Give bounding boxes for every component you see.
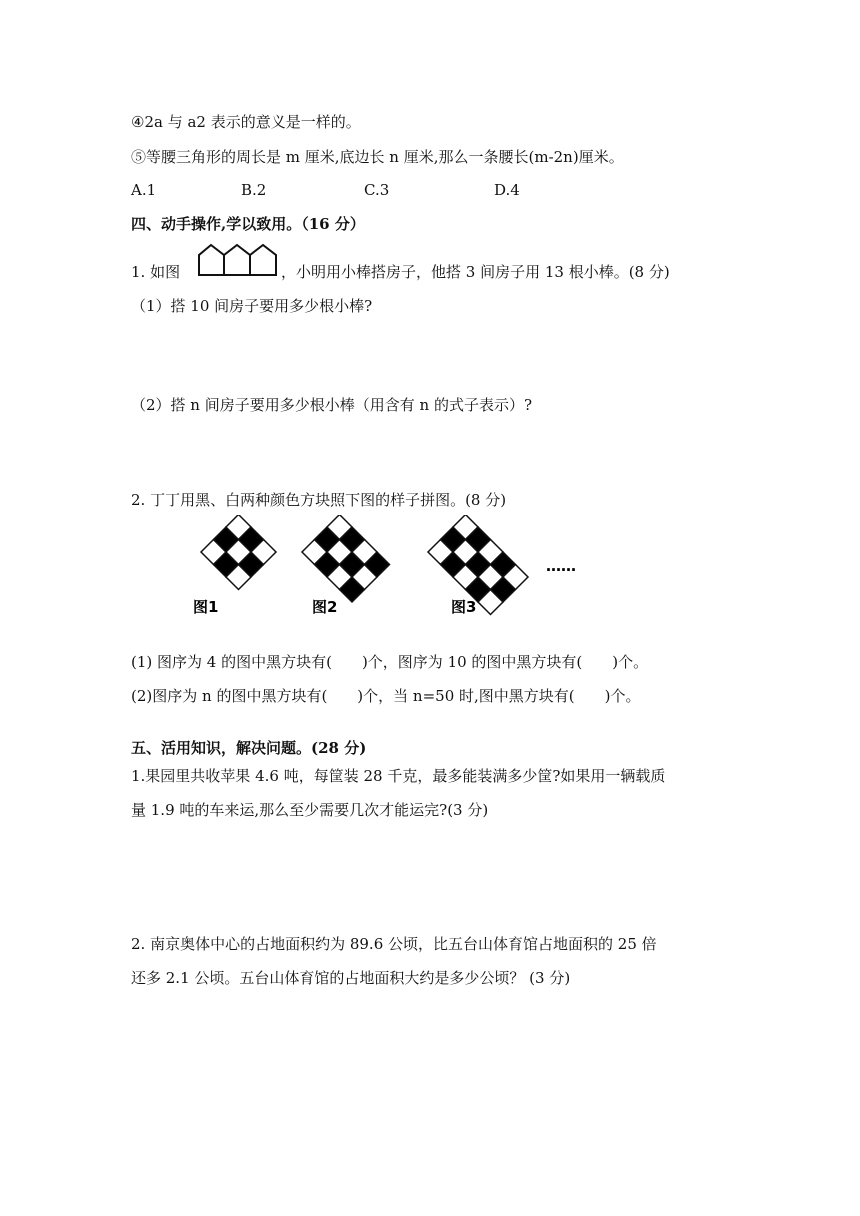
caption-figure-1: 图1 [193,598,219,616]
s4-q2-sub2: (2)图序为 n 的图中黑方块有( )个，当 n=50 时,图中黑方块有( )个。 [131,687,641,705]
caption-figure-3: 图3 [451,598,477,616]
pattern-figure-3 [428,515,528,615]
ellipsis: …… [546,557,576,575]
s4-q1-sub1: （1）搭 10 间房子要用多少根小棒? [131,297,373,315]
s5-q1-line1: 1.果园里共收苹果 4.6 吨，每筐装 28 千克，最多能装满多少筐?如果用一辆载质 [131,767,666,785]
tile-pattern-figure [170,515,610,620]
s4-q1-prefix: 1. 如图 [131,263,181,281]
s5-q2-line1: 2. 南京奥体中心的占地面积约为 89.6 公顷，比五台山体育馆占地面积的 25 倍 [131,935,657,953]
s4-q1-suffix: ，小明用小棒搭房子，他搭 3 间房子用 13 根小棒。(8 分) [281,263,670,281]
house-figure [198,243,278,277]
s4-q2-sub1: (1) 图序为 4 的图中黑方块有( )个，图序为 10 的图中黑方块有( )个。 [131,653,649,671]
caption-figure-2: 图2 [312,598,338,616]
section-5-heading: 五、活用知识，解决问题。(28 分) [131,739,367,757]
statement-4: ④2a 与 a2 表示的意义是一样的。 [131,113,361,131]
s4-q1-sub2: （2）搭 n 间房子要用多少根小棒（用含有 n 的式子表示）? [131,396,532,414]
option-c: C.3 [364,181,390,199]
pattern-figure-2 [302,515,390,602]
s5-q2-line2: 还多 2.1 公顷。五台山体育馆的占地面积大约是多少公顷？ (3 分) [131,969,571,987]
option-d: D.4 [494,181,520,199]
pattern-figure-1 [201,515,276,590]
statement-5: ⑤等腰三角形的周长是 m 厘米,底边长 n 厘米,那么一条腰长(m-2n)厘米。 [131,148,624,166]
section-4-heading: 四、动手操作,学以致用。（16 分） [131,215,365,233]
s4-q2: 2. 丁丁用黑、白两种颜色方块照下图的样子拼图。(8 分) [131,491,507,509]
s5-q1-line2: 量 1.9 吨的车来运,那么至少需要几次才能运完?(3 分) [131,801,489,819]
option-b: B.2 [241,181,267,199]
option-a: A.1 [131,181,157,199]
